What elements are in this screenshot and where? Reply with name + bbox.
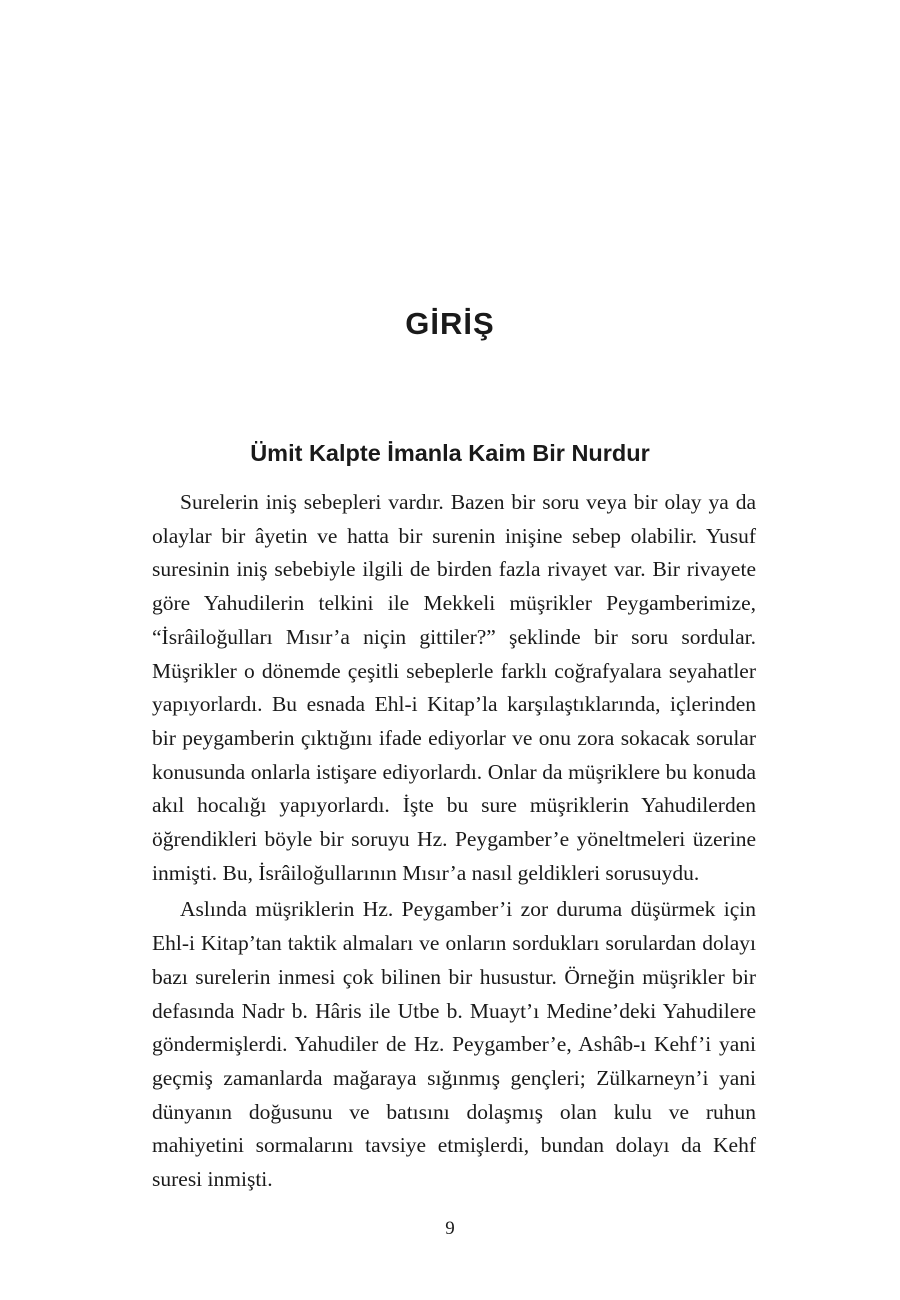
page-number: 9 [445, 1218, 455, 1239]
chapter-title: GİRİŞ [405, 306, 495, 341]
paragraph-1: Surelerin iniş sebepleri vardır. Bazen bir soru veya bir olay ya da olaylar bir âyetin ve hatta bir surenin inişine sebep olabilir. Yusuf suresinin iniş sebebiyle ilgili de birden fazla rivayet var. Bir rivayete göre Yahudilerin telkini ile Mekkeli müşrikler Peygamberimize, “İsrâiloğulları Mısır’a niçin gittiler?” şeklinde bir soru sordular. Müşrikler o dönemde çeşitli sebeplerle farklı coğrafyalara seyahatler yapıyorlardı. Bu esnada Ehl-i Kitap’la karşılaştıklarında, içlerinden bir peygamberin çıktığını ifade ediyorlar ve onu zora sokacak sorular konusunda onlarla istişare ediyorlardı. Onlar da müşriklere bu konuda akıl hocalığı yapıyorlardı. İşte bu sure müşriklerin Yahudilerden öğrendikleri böyle bir soruyu Hz. Peygamber’e yöneltmeleri üzerine inmişti. Bu, İsrâiloğullarının Mısır’a nasıl geldikleri sorusuydu. [152, 490, 756, 885]
section-title: Ümit Kalpte İmanla Kaim Bir Nurdur [250, 440, 650, 466]
body-text [152, 486, 756, 1197]
paragraph-2: Aslında müşriklerin Hz. Peygamber’i zor duruma düşürmek için Ehl-i Kitap’tan taktik almaları ve onların sordukları sorulardan dolayı bazı surelerin inmesi çok bilinen bir husustur. Örneğin müşrikler bir defasında Nadr b. Hâris ile Utbe b. Muayt’ı Medine’deki Yahudilere göndermişlerdi. Yahudiler de Hz. Peygamber’e, Ashâb-ı Kehf’i yani geçmiş zamanlarda mağaraya sığınmış gençleri; Zülkarneyn’i yani dünyanın doğusunu ve batısını dolaşmış olan kulu ve ruhun mahiyetini sormalarını tavsiye etmişlerdi, bundan dolayı da Kehf suresi inmişti. [152, 897, 756, 1192]
